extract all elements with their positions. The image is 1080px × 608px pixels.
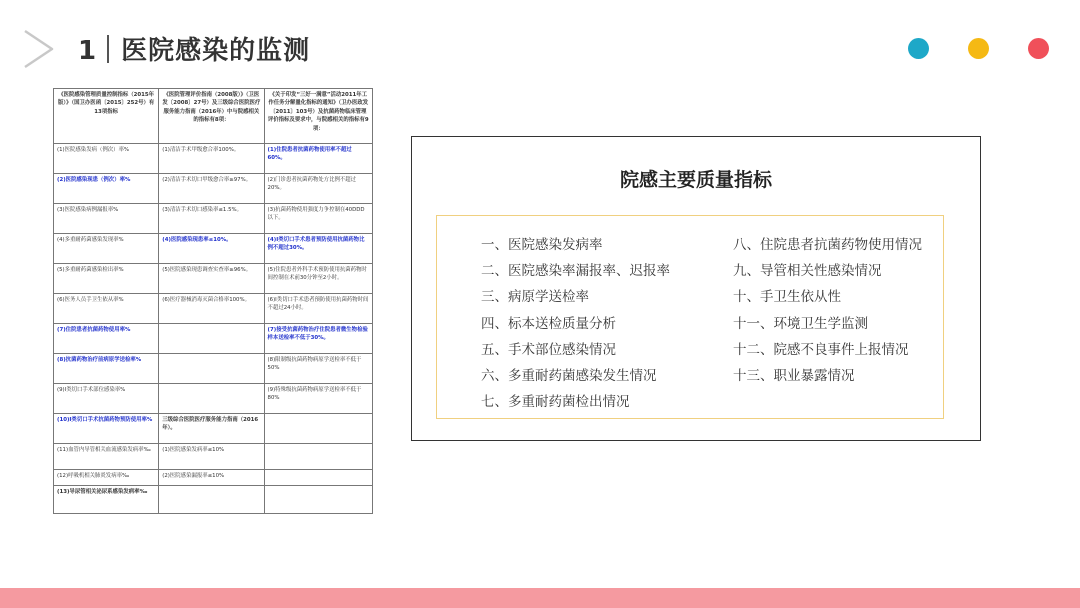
- table-cell: (5)住院患者外科手术预防使用抗菌药物时间控制在术前30分钟至2小时。: [264, 264, 372, 294]
- table-cell: [159, 324, 264, 354]
- table-cell: (6)医疗器械消毒灭菌合格率100%。: [159, 294, 264, 324]
- table-cell: (12)呼吸机相关肺炎发病率‰: [54, 470, 159, 486]
- table-cell: (4)医院感染现患率≤10%。: [159, 234, 264, 264]
- table-row: [54, 354, 373, 384]
- table-cell: (1)清洁手术甲级愈合率100%。: [159, 144, 264, 174]
- table-cell: (11)血管内导管相关血流感染发病率‰: [54, 444, 159, 470]
- table-row: [54, 204, 373, 234]
- table-header-cell: 《医院管理评价指南（2008版）》（卫医发〔2008〕27号）及三级综合医院医疗服务能力指南（2016年）中与院感相关的指标有8项：: [159, 89, 264, 144]
- table-row: [54, 444, 373, 470]
- bottom-accent-bar: [0, 588, 1080, 608]
- section-number: 1: [78, 36, 98, 66]
- indicator-item: 十一、环境卫生学监测: [733, 315, 868, 332]
- panel-title: 院感主要质量指标: [619, 169, 772, 191]
- table-cell: (3)抗菌药物使用强度力争控制在40DDD以下。: [264, 204, 372, 234]
- page-title: [78, 30, 310, 67]
- indicator-list-box: [436, 215, 944, 419]
- table-row: [54, 414, 373, 444]
- red-dot: [1028, 38, 1049, 59]
- table-cell: (2)医院感染现患（例次）率%: [54, 174, 159, 204]
- table-cell: (9)I类切口手术部位感染率%: [54, 384, 159, 414]
- table-row: [54, 264, 373, 294]
- table-row: [54, 324, 373, 354]
- table-header-cell: 《关于印发“三好一满意”活动2011年工作任务分解量化指标的通知》（卫办医政发〔2011〕103号）及抗菌药物临床管理评价指标及要求中，与院感相关的指标有9项：: [264, 89, 372, 144]
- table-cell: (5)多重耐药菌感染检出率%: [54, 264, 159, 294]
- table-row: [54, 294, 373, 324]
- table-row: [54, 384, 373, 414]
- title-divider: [107, 35, 109, 63]
- table-cell: [264, 486, 372, 514]
- table-cell: (5)医院感染现患调查实查率≥96%。: [159, 264, 264, 294]
- table-cell: (8)限制级抗菌药物病原学送检率不低于50%: [264, 354, 372, 384]
- indicator-item: 八、住院患者抗菌药物使用情况: [733, 237, 922, 253]
- table-cell: (10)I类切口手术抗菌药物预防使用率%: [54, 414, 159, 444]
- table-cell: (2)门诊患者抗菌药物处方比例不超过20%。: [264, 174, 372, 204]
- indicator-item: 二、医院感染率漏报率、迟报率: [481, 263, 670, 280]
- quality-indicators-panel: [411, 136, 981, 441]
- indicator-item: 六、多重耐药菌感染发生情况: [481, 367, 657, 384]
- table-cell: (4)I类切口手术患者预防使用抗菌药物比例不超过30%。: [264, 234, 372, 264]
- indicator-list-left: [481, 232, 670, 415]
- table-cell: (13)导尿管相关泌尿系感染发病率‰: [54, 486, 159, 514]
- indicator-item: 十三、职业暴露情况: [733, 367, 855, 384]
- table-cell: (3)清洁手术切口感染率≤1.5%。: [159, 204, 264, 234]
- table-cell: (3)医院感染病例漏报率%: [54, 204, 159, 234]
- indicator-item: 十、手卫生依从性: [733, 289, 841, 306]
- table-row: [54, 174, 373, 204]
- table-cell: (9)特殊级抗菌药物病原学送检率不低于80%: [264, 384, 372, 414]
- table-row: [54, 234, 373, 264]
- table-header-row: [54, 89, 373, 144]
- table-cell: (4)多重耐药菌感染发现率%: [54, 234, 159, 264]
- indicator-item: 九、导管相关性感染情况: [733, 263, 882, 280]
- table-cell: (1)医院感染发病率≤10%: [159, 444, 264, 470]
- table-row: [54, 470, 373, 486]
- table-cell: (1)住院患者抗菌药物使用率不超过60%。: [264, 144, 372, 174]
- table-cell: [159, 486, 264, 514]
- table-header-cell: 《医院感染管理质量控制指标（2015年版）》（国卫办医函〔2015〕252号）有13项指标: [54, 89, 159, 144]
- table-cell: [264, 470, 372, 486]
- table-cell: [264, 414, 372, 444]
- table-cell: (2)医院感染漏报率≤10%: [159, 470, 264, 486]
- table-cell: [159, 354, 264, 384]
- table-cell: 三级综合医院医疗服务能力指南（2016年）。: [159, 414, 264, 444]
- table-cell: (1)医院感染发病（例次）率%: [54, 144, 159, 174]
- yellow-dot: [968, 38, 989, 59]
- table-row: [54, 486, 373, 514]
- teal-dot: [908, 38, 929, 59]
- indicator-item: 三、病原学送检率: [481, 289, 589, 306]
- indicator-item: 五、手术部位感染情况: [481, 341, 616, 358]
- table-cell: [264, 444, 372, 470]
- table-cell: (8)抗菌药物治疗前病原学送检率%: [54, 354, 159, 384]
- indicator-item: 十二、院感不良事件上报情况: [733, 341, 909, 358]
- section-title: 医院感染的监测: [121, 36, 311, 66]
- play-arrow-icon: [22, 28, 56, 70]
- table-cell: [159, 384, 264, 414]
- indicator-item: 一、医院感染发病率: [481, 237, 603, 253]
- table-cell: (7)住院患者抗菌药物使用率%: [54, 324, 159, 354]
- table-cell: (6)医务人员手卫生依从率%: [54, 294, 159, 324]
- table-cell: (2)清洁手术切口甲级愈合率≥97%。: [159, 174, 264, 204]
- table-cell: (7)接受抗菌药物治疗住院患者微生物检验样本送检率不低于30%。: [264, 324, 372, 354]
- indicator-list-right: [733, 232, 922, 389]
- indicator-item: 七、多重耐药菌检出情况: [481, 394, 630, 411]
- requirements-table: [53, 88, 373, 514]
- indicator-item: 四、标本送检质量分析: [481, 315, 616, 332]
- table-cell: (6)I类切口手术患者预防使用抗菌药物时间不超过24小时。: [264, 294, 372, 324]
- table-row: [54, 144, 373, 174]
